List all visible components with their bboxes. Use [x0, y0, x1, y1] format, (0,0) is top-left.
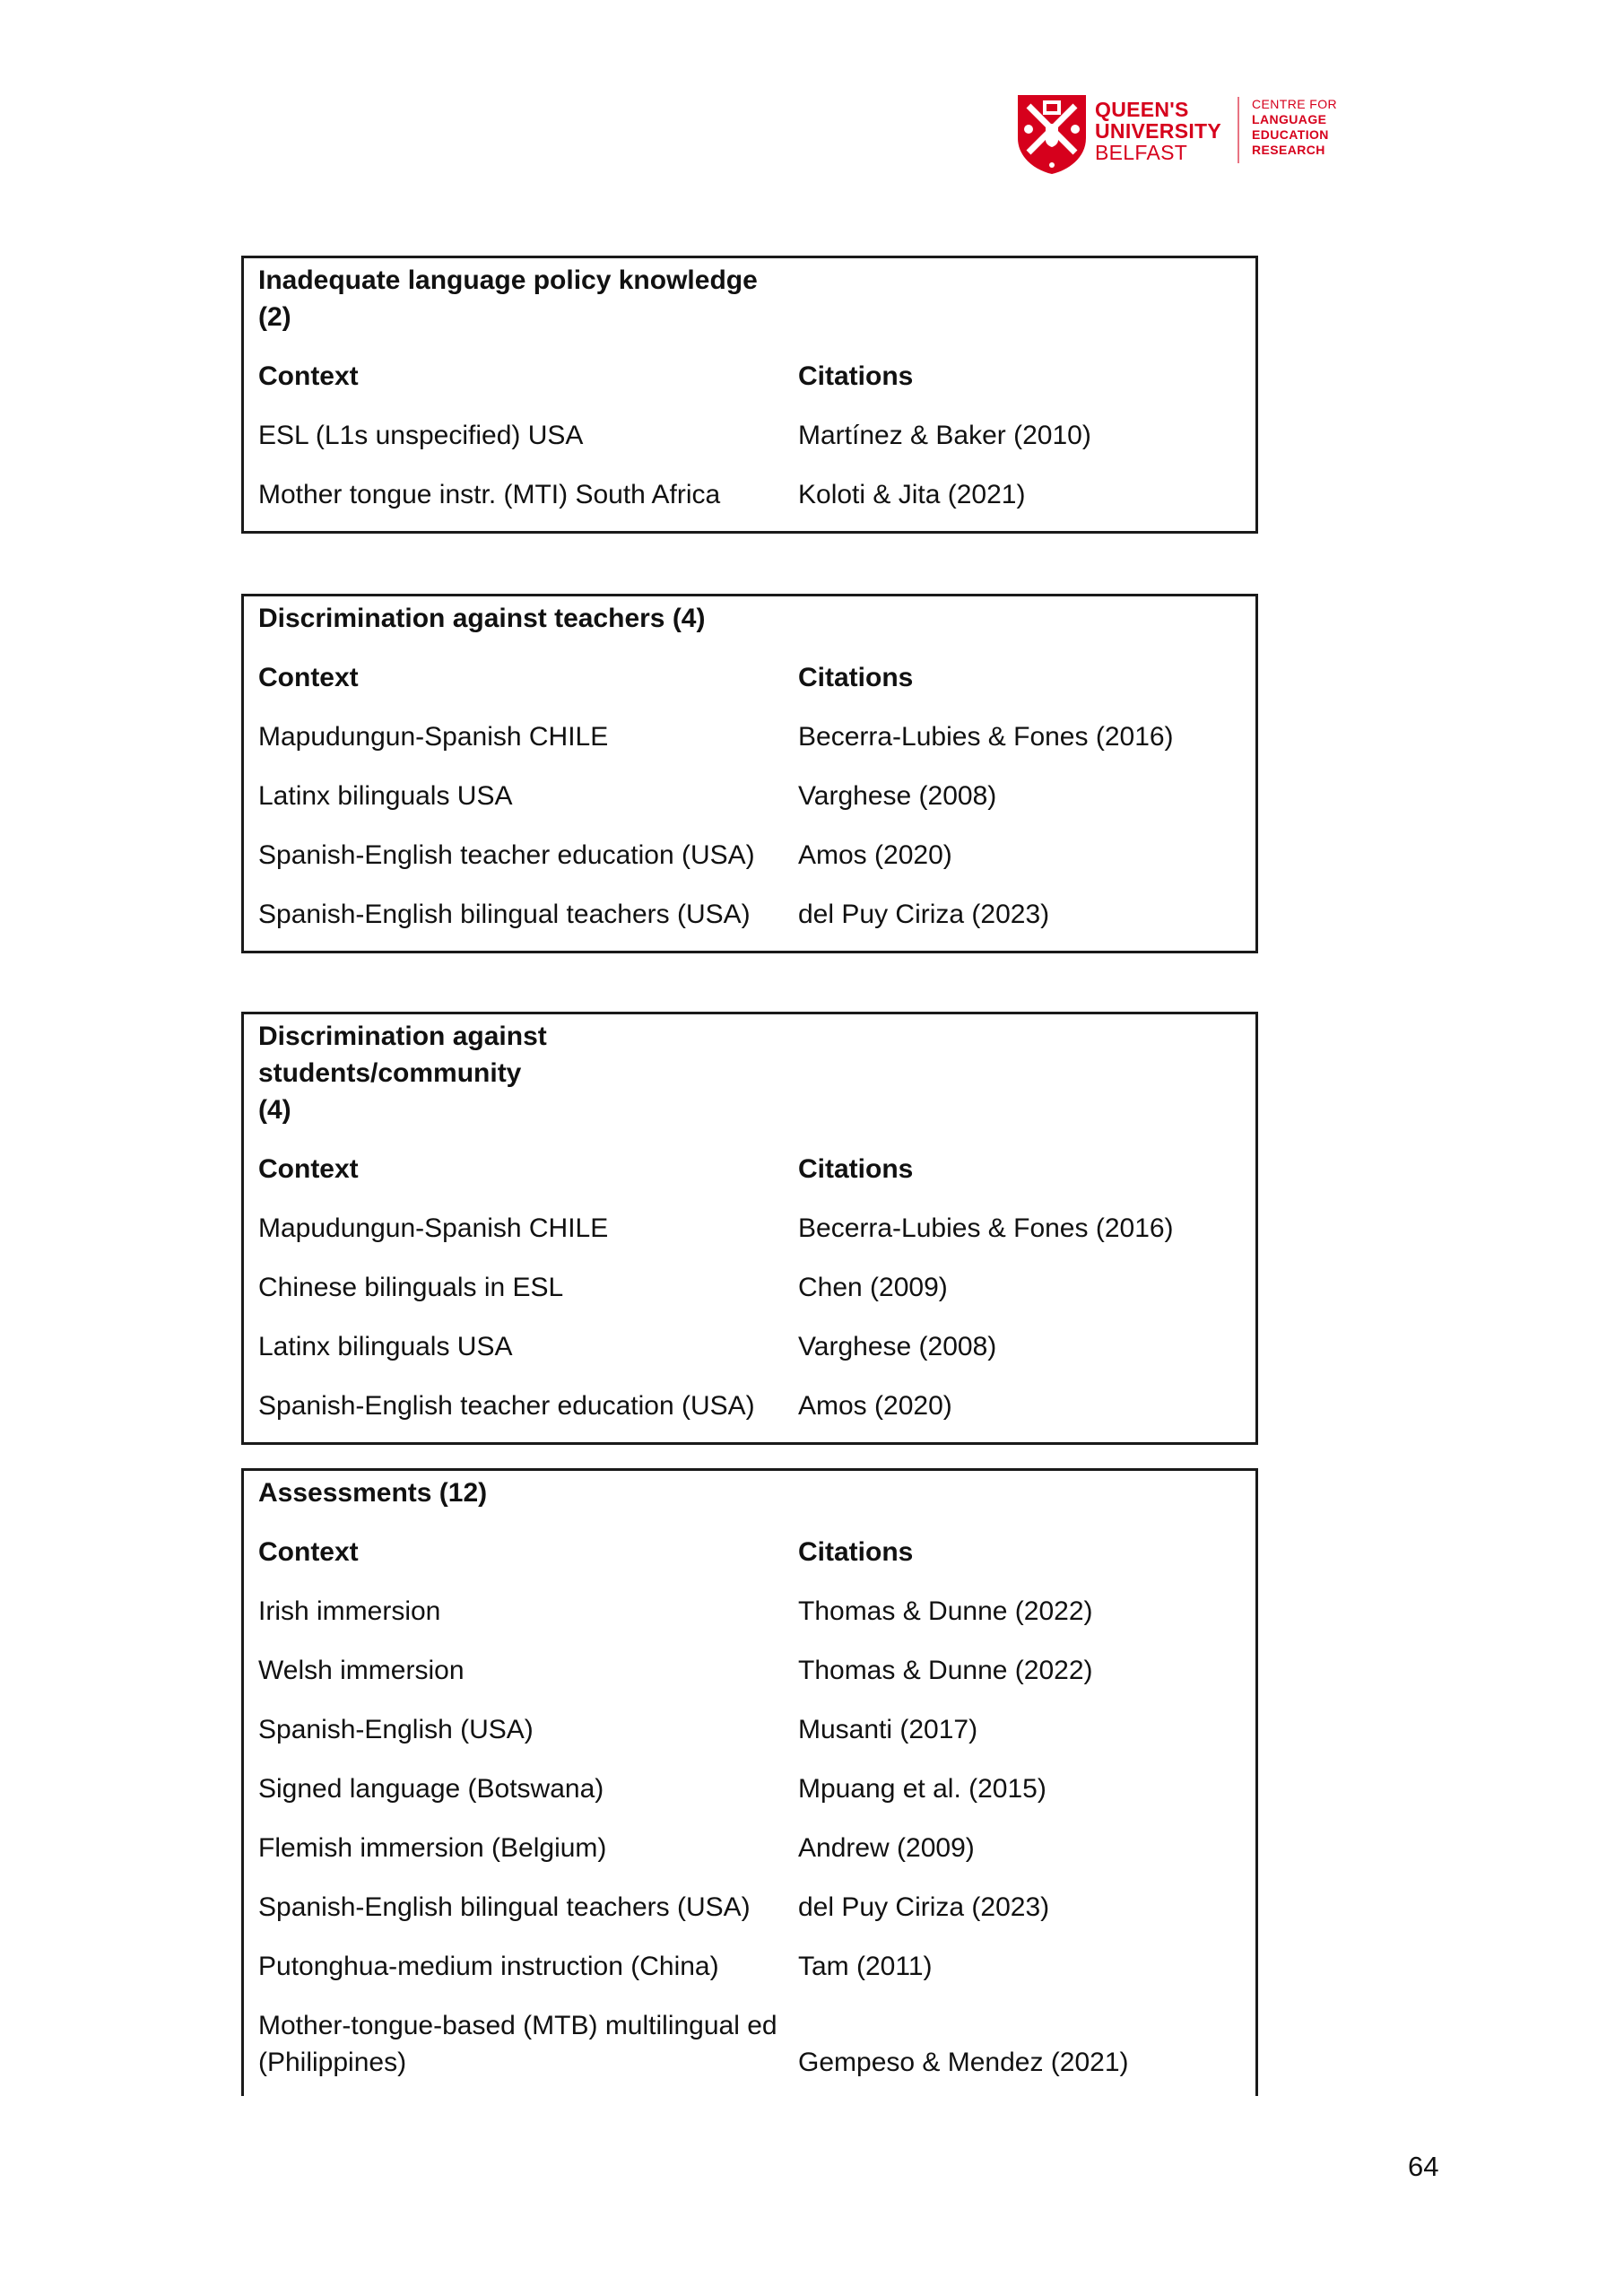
context-cell: Mother-tongue-based (MTB) multilingual ed (Philippines) — [258, 2011, 777, 2077]
table-row — [258, 1269, 1243, 1306]
context-cell: Chinese bilinguals in ESL — [258, 1273, 564, 1302]
context-cell: ESL (L1s unspecified) USA — [258, 421, 584, 450]
column-header-citations: Citations — [798, 361, 914, 391]
table-row — [258, 1328, 1243, 1365]
university-logo — [1016, 93, 1357, 176]
column-header-context: Context — [258, 1154, 359, 1184]
column-header-context: Context — [258, 663, 359, 692]
table-row — [258, 1770, 1243, 1807]
table-row — [258, 778, 1243, 814]
citation-cell: del Puy Ciriza (2023) — [798, 900, 1050, 929]
context-cell: Signed language (Botswana) — [258, 1774, 604, 1804]
table-title: Discrimination against students/community (4) — [258, 1022, 547, 1125]
context-cell: Latinx bilinguals USA — [258, 781, 513, 811]
table-discrimination-students — [241, 1012, 1258, 1445]
table-title-row — [258, 1018, 1243, 1128]
citation-cell: Varghese (2008) — [798, 781, 997, 811]
citation-cell: Amos (2020) — [798, 1391, 952, 1421]
table-row — [258, 1711, 1243, 1748]
table-row — [258, 1593, 1243, 1630]
centre-line-1: CENTRE FOR — [1252, 97, 1338, 111]
shield-crest-icon — [1016, 93, 1088, 176]
table-row — [258, 476, 1243, 513]
table-header-row — [258, 358, 1243, 395]
context-cell: Spanish-English (USA) — [258, 1715, 534, 1744]
column-header-citations: Citations — [798, 663, 914, 692]
citation-cell: Thomas & Dunne (2022) — [798, 1596, 1093, 1626]
citation-cell: Musanti (2017) — [798, 1715, 978, 1744]
table-discrimination-teachers — [241, 594, 1258, 953]
table-row — [258, 896, 1243, 933]
column-header-context: Context — [258, 361, 359, 391]
table-row — [258, 1210, 1243, 1247]
table-title-row — [258, 262, 1243, 335]
table-header-row — [258, 1151, 1243, 1187]
citation-cell: Mpuang et al. (2015) — [798, 1774, 1046, 1804]
context-cell: Spanish-English bilingual teachers (USA) — [258, 900, 751, 929]
citation-cell: Gempeso & Mendez (2021) — [798, 2048, 1129, 2077]
centre-line-2: LANGUAGE — [1252, 112, 1327, 126]
logo-line-belfast: BELFAST — [1095, 141, 1188, 164]
logo-line-queens: QUEEN'S — [1095, 98, 1189, 121]
column-header-citations: Citations — [798, 1154, 914, 1184]
table-assessments — [241, 1468, 1258, 2096]
citation-cell: Becerra-Lubies & Fones (2016) — [798, 1213, 1174, 1243]
centre-line-3: EDUCATION — [1252, 127, 1329, 142]
citation-cell: Koloti & Jita (2021) — [798, 480, 1026, 509]
context-cell: Latinx bilinguals USA — [258, 1332, 513, 1361]
table-row — [258, 417, 1243, 454]
table-row — [258, 1889, 1243, 1926]
logo-divider — [1238, 97, 1239, 163]
table-title: Assessments (12) — [258, 1478, 488, 1508]
citation-cell: Becerra-Lubies & Fones (2016) — [798, 722, 1174, 752]
context-cell: Welsh immersion — [258, 1656, 465, 1685]
table-row — [258, 1830, 1243, 1866]
page-number: 64 — [1408, 2151, 1439, 2182]
context-cell: Mother tongue instr. (MTI) South Africa — [258, 480, 721, 509]
university-name — [1095, 99, 1221, 163]
citation-cell: Chen (2009) — [798, 1273, 948, 1302]
table-row — [258, 837, 1243, 874]
table-header-row — [258, 659, 1243, 696]
citation-cell: Amos (2020) — [798, 840, 952, 870]
table-title-row — [258, 1474, 1243, 1511]
column-header-context: Context — [258, 1537, 359, 1567]
context-cell: Flemish immersion (Belgium) — [258, 1833, 607, 1863]
table-row — [258, 718, 1243, 755]
table-header-row — [258, 1534, 1243, 1570]
citation-cell: Thomas & Dunne (2022) — [798, 1656, 1093, 1685]
logo-line-university: UNIVERSITY — [1095, 119, 1222, 143]
table-policy-knowledge — [241, 256, 1258, 534]
table-row — [258, 1948, 1243, 1985]
citation-cell: del Puy Ciriza (2023) — [798, 1892, 1050, 1922]
table-row — [258, 1387, 1243, 1424]
citation-cell: Tam (2011) — [798, 1952, 933, 1981]
context-cell: Spanish-English teacher education (USA) — [258, 840, 755, 870]
context-cell: Mapudungun-Spanish CHILE — [258, 722, 609, 752]
context-cell: Spanish-English teacher education (USA) — [258, 1391, 755, 1421]
table-title-row — [258, 600, 1243, 637]
citation-cell: Martínez & Baker (2010) — [798, 421, 1091, 450]
citation-cell: Varghese (2008) — [798, 1332, 997, 1361]
citation-cell: Andrew (2009) — [798, 1833, 975, 1863]
context-cell: Spanish-English bilingual teachers (USA) — [258, 1892, 751, 1922]
context-cell: Irish immersion — [258, 1596, 441, 1626]
table-title: Discrimination against teachers (4) — [258, 604, 706, 633]
table-row — [258, 1652, 1243, 1689]
table-row — [258, 2007, 1243, 2081]
context-cell: Putonghua-medium instruction (China) — [258, 1952, 719, 1981]
context-cell: Mapudungun-Spanish CHILE — [258, 1213, 609, 1243]
column-header-citations: Citations — [798, 1537, 914, 1567]
table-title: Inadequate language policy knowledge (2) — [258, 265, 758, 332]
centre-line-4: RESEARCH — [1252, 143, 1325, 157]
centre-name — [1252, 97, 1337, 158]
